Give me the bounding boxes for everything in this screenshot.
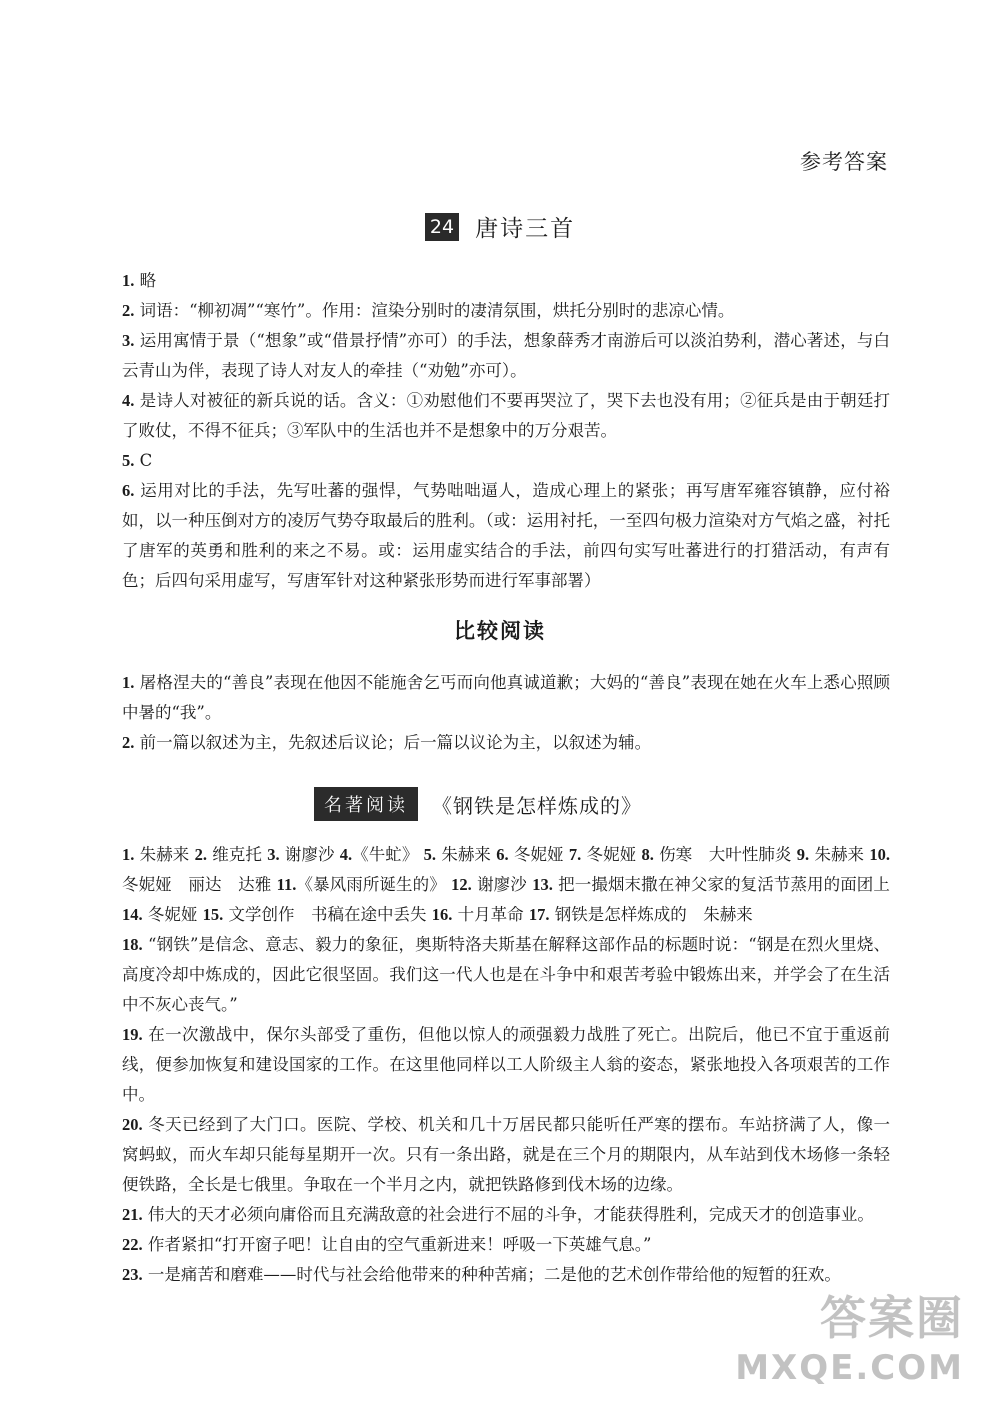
answer-item: 4. 是诗人对被征的新兵说的话。含义：①劝慰他们不要再哭泣了，哭下去也没有用；②征兵是由于朝廷打了败仗，不得不征兵；③军队中的生活也并不是想象中的万分艰苦。 [122, 391, 890, 440]
page-header-label: 参考答案 [800, 150, 888, 174]
poems-answers [122, 266, 890, 596]
answer-item: 20. 冬天已经到了大门口。医院、学校、机关和几十万居民都只能听任严寒的摆布。车站挤满了人，像一窝蚂蚁，而火车却只能每星期开一次。只有一条出路，就是在三个月的期限内，从车站到伐木场修一条轻便铁路，全长是七俄里。争取在一个半月之内，就把铁路修到伐木场的边缘。 [122, 1115, 891, 1194]
section-number: 24 [425, 213, 459, 241]
answer-item: 6. 运用对比的手法，先写吐蕃的强悍，气势咄咄逼人，造成心理上的紧张；再写唐军雍容镇静，应付裕如，以一种压倒对方的凌厉气势夺取最后的胜利。（或：运用衬托，一至四句极力渲染对方气焰之盛，衬托了唐军的英勇和胜利的来之不易。或：运用虚实结合的手法，前四句实写吐蕃进行的打猎活动，有声有色；后四句采用虚写，写唐军针对这种紧张形势而进行军事部署） [122, 481, 891, 590]
compare-reading-title: 比较阅读 [454, 619, 546, 643]
answer-item: 19. 在一次激战中，保尔头部受了重伤，但他以惊人的顽强毅力战胜了死亡。出院后，他已不宜于重返前线，便参加恢复和建设国家的工作。在这里他同样以工人阶级主人翁的姿态，紧张地投入各项艰苦的工作中。 [122, 1025, 891, 1104]
answer-item: 1. 略 [122, 271, 157, 290]
famous-answers [122, 840, 890, 1290]
compare-answers [122, 668, 890, 758]
answer-item: 21. 伟大的天才必须向庸俗而且充满敌意的社会进行不屈的斗争，才能获得胜利，完成天才的创造事业。 [122, 1205, 874, 1224]
section-title [0, 210, 1000, 243]
short-answers: 1. 朱赫来 2. 维克托 3. 谢廖沙 4.《牛虻》 5. 朱赫来 6. 冬妮娅 7. 冬妮娅 8. 伤寒 大叶性肺炎 9. 朱赫来 10. 冬妮娅 丽达 达雅 11.《暴风雨所诞生的》 12. 谢廖沙 13. 把一撮烟末撒在神父家的复活节蒸用的面团上 14. 冬妮娅 15. 文学创作 书稿在途中丢失 16. 十月革命 17. 钢铁是怎样炼成的 朱赫来 [122, 845, 890, 924]
famous-book-title: 《钢铁是怎样炼成的》 [432, 793, 642, 818]
answer-item: 5. C [122, 451, 153, 470]
famous-reading-badge: 名著阅读 [314, 787, 418, 821]
answer-item: 2. 词语：“柳初凋”“寒竹”。作用：渲染分别时的凄清氛围，烘托分别时的悲凉心情。 [122, 301, 735, 320]
section-name: 唐诗三首 [475, 216, 576, 242]
famous-reading-header [314, 787, 642, 821]
answer-item: 22. 作者紧扣“打开窗子吧！让自由的空气重新进来！呼吸一下英雄气息。” [122, 1235, 652, 1254]
answer-item: 1. 屠格涅夫的“善良”表现在他因不能施舍乞丐而向他真诚道歉；大妈的“善良”表现在她在火车上悉心照顾中暑的“我”。 [122, 673, 890, 722]
site-watermark [735, 1282, 964, 1388]
answer-item: 2. 前一篇以叙述为主，先叙述后议论；后一篇以议论为主，以叙述为辅。 [122, 733, 652, 752]
answer-item: 23. 一是痛苦和磨难——时代与社会给他带来的种种苦痛；二是他的艺术创作带给他的短暂的狂欢。 [122, 1265, 841, 1284]
answer-item: 3. 运用寓情于景（“想象”或“借景抒情”亦可）的手法，想象薛秀才南游后可以淡泊势利，潜心著述，与白云青山为伴，表现了诗人对友人的牵挂（“劝勉”亦可）。 [122, 331, 890, 380]
watermark-logo-text: 答案圈 [820, 1291, 964, 1345]
watermark-url: MXQE.COM [735, 1348, 964, 1388]
answer-item: 18. “钢铁”是信念、意志、毅力的象征，奥斯特洛夫斯基在解释这部作品的标题时说：“钢是在烈火里烧、高度冷却中炼成的，因此它很坚固。我们这一代人也是在斗争中和艰苦考验中锻炼出来，并学会了在生活中不灰心丧气。” [122, 935, 890, 1014]
